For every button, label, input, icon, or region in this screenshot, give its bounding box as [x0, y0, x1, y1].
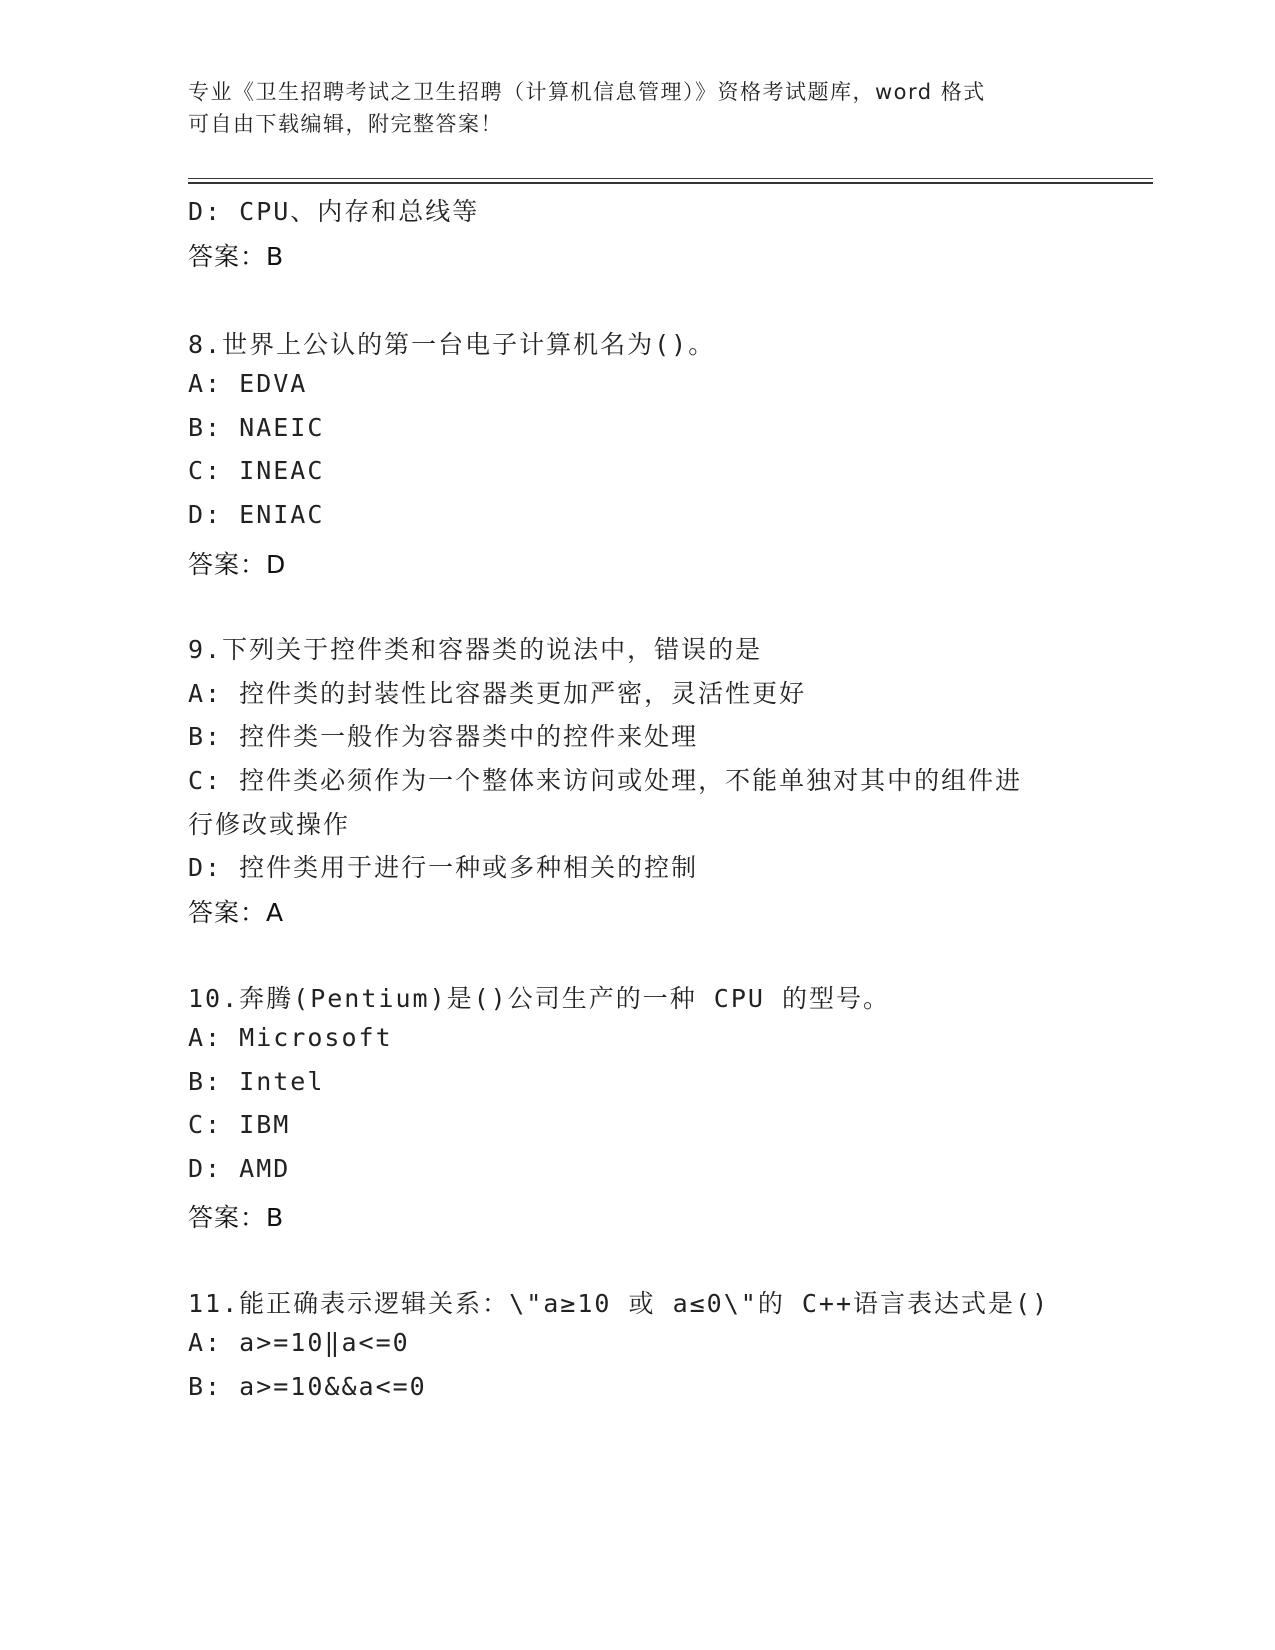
- q10-answer: 答案：B: [188, 1203, 285, 1232]
- header-line-1: 专业《卫生招聘考试之卫生招聘（计算机信息管理）》资格考试题库，word 格式: [188, 80, 986, 104]
- q8-option-d: D: ENIAC: [188, 500, 325, 529]
- q10-option-a: A: Microsoft: [188, 1023, 393, 1052]
- q8-question: 8.世界上公认的第一台电子计算机名为()。: [188, 330, 716, 359]
- q9-option-c-line2: 行修改或操作: [188, 810, 351, 839]
- header-rule-thin: [188, 178, 1153, 179]
- q11-option-b: B: a>=10&&a<=0: [188, 1372, 427, 1401]
- q7-option-d: D: CPU、内存和总线等: [188, 197, 480, 226]
- q10-option-b: B: Intel: [188, 1067, 325, 1096]
- document-header: [188, 76, 1088, 140]
- q8-option-a: A: EDVA: [188, 369, 308, 398]
- q9-answer: 答案：A: [188, 898, 285, 927]
- q9-option-b: B: 控件类一般作为容器类中的控件来处理: [188, 722, 699, 751]
- header-line-2: 可自由下载编辑，附完整答案！: [188, 112, 503, 136]
- q7-answer: 答案：B: [188, 242, 285, 271]
- q10-option-c: C: IBM: [188, 1110, 291, 1139]
- q8-option-c: C: INEAC: [188, 456, 325, 485]
- q11-option-a: A: a>=10‖a<=0: [188, 1328, 410, 1357]
- q9-option-a: A: 控件类的封装性比容器类更加严密，灵活性更好: [188, 679, 807, 708]
- q11-question: 11.能正确表示逻辑关系：\"a≥10 或 a≤0\"的 C++语言表达式是(): [188, 1289, 1050, 1318]
- q10-option-d: D: AMD: [188, 1154, 291, 1183]
- q9-option-d: D: 控件类用于进行一种或多种相关的控制: [188, 853, 699, 882]
- q8-answer: 答案：D: [188, 550, 287, 579]
- header-rule-thick: [188, 182, 1153, 184]
- q8-option-b: B: NAEIC: [188, 413, 325, 442]
- q9-question: 9.下列关于控件类和容器类的说法中，错误的是: [188, 635, 763, 664]
- q10-question: 10.奔腾(Pentium)是()公司生产的一种 CPU 的型号。: [188, 984, 890, 1013]
- q9-option-c-line1: C: 控件类必须作为一个整体来访问或处理，不能单独对其中的组件进: [188, 766, 1023, 795]
